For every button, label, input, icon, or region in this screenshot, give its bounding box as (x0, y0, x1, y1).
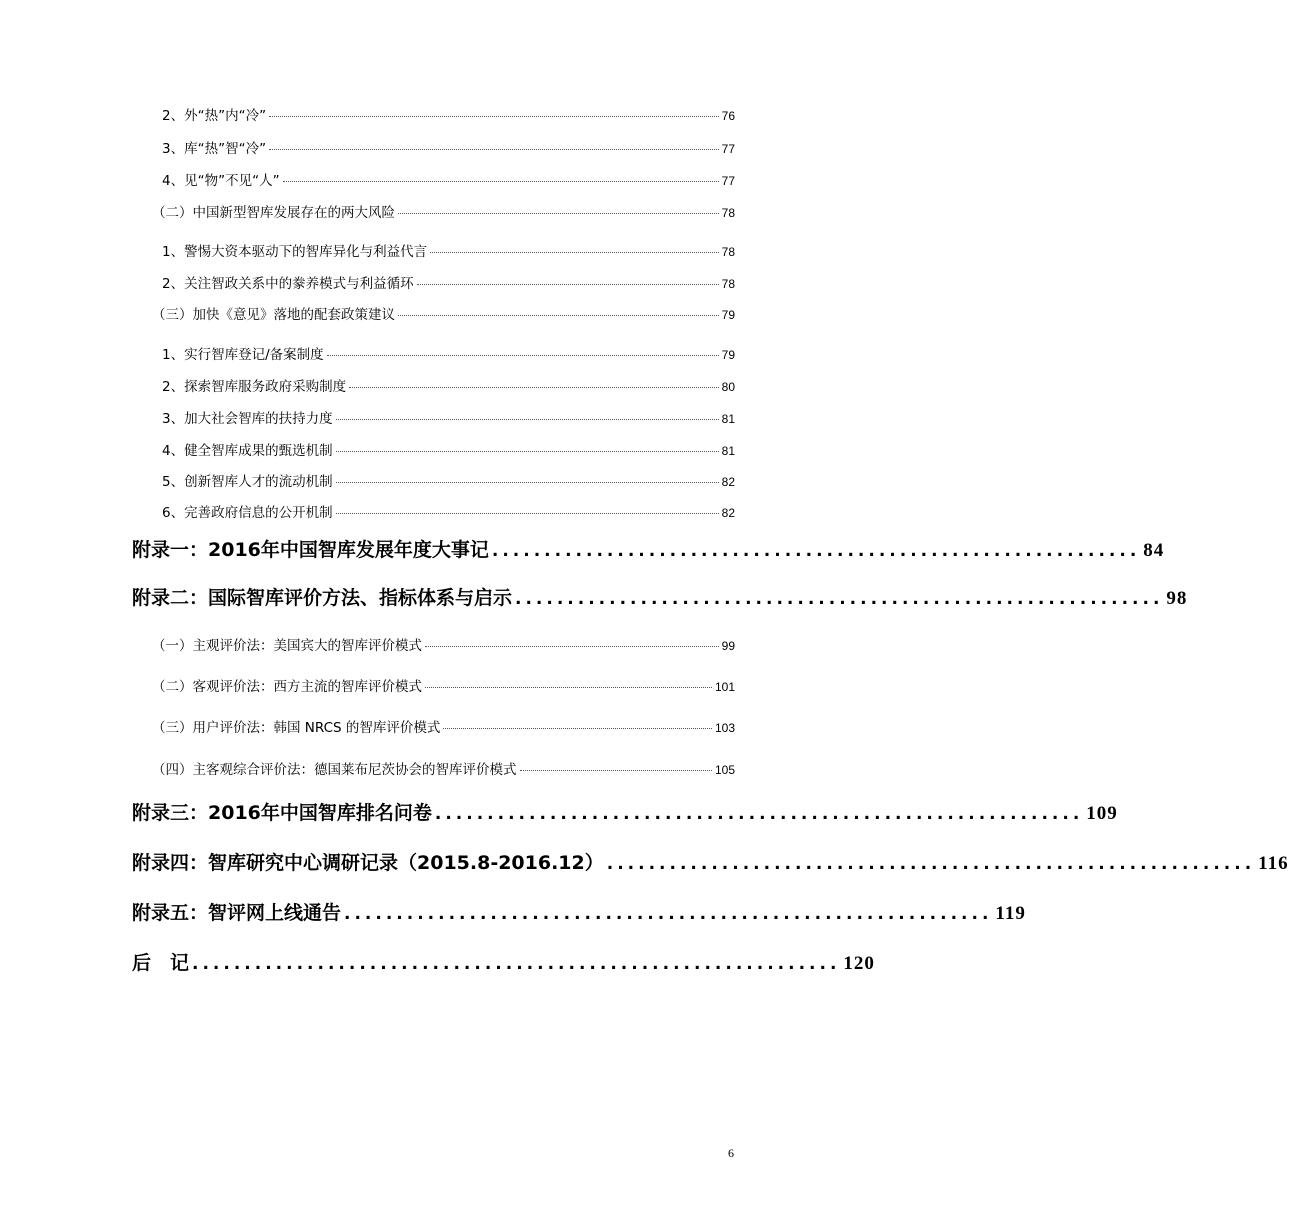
dot-leader (349, 387, 719, 388)
toc-entry-page: 77 (721, 142, 735, 156)
dot-leader (425, 646, 719, 647)
toc-entry-title: 附录一：2016年中国智库发展年度大事记 (132, 539, 489, 561)
dot-leader (336, 513, 719, 514)
toc-entry[interactable] (162, 104, 735, 124)
toc-entry[interactable] (152, 634, 735, 654)
toc-entry[interactable] (152, 758, 735, 778)
toc-entry[interactable] (132, 948, 875, 975)
dot-leader (327, 355, 719, 356)
toc-entry[interactable] (152, 716, 735, 736)
toc-entry-title: （二）客观评价法：西方主流的智库评价模式 (152, 679, 422, 695)
toc-entry[interactable] (152, 675, 735, 695)
toc-entry-page: 81 (721, 444, 735, 458)
toc-entry-title: 1、警惕大资本驱动下的智库异化与利益代言 (162, 244, 428, 260)
toc-entry-title: 2、探索智库服务政府采购制度 (162, 379, 347, 395)
toc-entry-title: （三）用户评价法：韩国 NRCS 的智库评价模式 (152, 720, 441, 736)
toc-entry-title: 后 记 (132, 952, 190, 974)
toc-entry-page: 79 (721, 348, 735, 362)
toc-entry-title: 4、健全智库成果的甄选机制 (162, 443, 333, 459)
dot-leader (336, 419, 719, 420)
toc-entry-title: 3、加大社会智库的扶持力度 (162, 411, 333, 427)
toc-entry-title: 3、库“热”智“冷” (162, 141, 267, 157)
dot-leader: .............................................................. (344, 904, 993, 924)
dot-leader: .............................................................. (606, 854, 1256, 874)
toc-entry-title: 2、外“热”内“冷” (162, 108, 267, 124)
toc-entry-title: 1、实行智库登记/备案制度 (162, 347, 324, 363)
dot-leader: .............................................................. (515, 589, 1164, 609)
toc-entry-page: 119 (995, 903, 1026, 924)
toc-entry-page: 82 (721, 475, 735, 489)
toc-entry[interactable] (162, 439, 735, 459)
toc-entry[interactable] (162, 240, 735, 260)
toc-entry-page: 116 (1258, 853, 1289, 874)
toc-entry-page: 78 (721, 245, 735, 259)
toc-entry[interactable] (162, 407, 735, 427)
toc-entry[interactable] (162, 375, 735, 395)
dot-leader (398, 315, 719, 316)
toc-entry-page: 81 (721, 412, 735, 426)
toc-entry-page: 80 (721, 380, 735, 394)
dot-leader (443, 728, 712, 729)
toc-entry-title: 2、关注智政关系中的豢养模式与利益循环 (162, 276, 414, 292)
dot-leader (417, 284, 719, 285)
toc-entry[interactable] (162, 501, 735, 521)
toc-entry-page: 78 (721, 206, 735, 220)
toc-entry-page: 78 (721, 277, 735, 291)
toc-entry-title: （二）中国新型智库发展存在的两大风险 (152, 205, 395, 221)
page-number: 6 (728, 1146, 734, 1160)
toc-entry[interactable] (162, 169, 735, 189)
toc-entry-title: （一）主观评价法：美国宾大的智库评价模式 (152, 638, 422, 654)
dot-leader (336, 482, 719, 483)
toc-entry-title: 附录三：2016年中国智库排名问卷 (132, 802, 432, 824)
dot-leader (269, 116, 719, 117)
dot-leader (520, 770, 712, 771)
dot-leader (430, 252, 719, 253)
toc-entry-page: 76 (721, 109, 735, 123)
toc-entry-page: 77 (721, 174, 735, 188)
toc-entry[interactable] (162, 272, 735, 292)
dot-leader (425, 687, 712, 688)
toc-entry[interactable] (162, 343, 735, 363)
dot-leader (336, 451, 719, 452)
toc-entry-page: 98 (1166, 588, 1188, 609)
toc-entry-title: 4、见“物”不见“人” (162, 173, 280, 189)
toc-entry-page: 109 (1086, 803, 1118, 824)
toc-entry-page: 105 (714, 763, 735, 777)
toc-entry-page: 84 (1143, 540, 1165, 561)
toc-entry-title: （三）加快《意见》落地的配套政策建议 (152, 307, 395, 323)
toc-entry-title: 附录四：智库研究中心调研记录（2015.8-2016.12） (132, 852, 604, 874)
toc-entry-page: 101 (714, 680, 735, 694)
toc-entry[interactable] (162, 470, 735, 490)
toc-entry-title: 5、创新智库人才的流动机制 (162, 474, 333, 490)
toc-entry-title: 附录二：国际智库评价方法、指标体系与启示 (132, 587, 513, 609)
dot-leader (398, 213, 719, 214)
toc-entry-page: 82 (721, 506, 735, 520)
toc-entry-page: 103 (714, 721, 735, 735)
toc-entry-page: 79 (721, 308, 735, 322)
dot-leader: .............................................................. (192, 954, 841, 974)
toc-entry[interactable] (132, 535, 1165, 562)
toc-entry-title: 附录五：智评网上线通告 (132, 902, 342, 924)
dot-leader: .............................................................. (491, 541, 1141, 561)
toc-entry[interactable] (152, 201, 735, 221)
toc-entry-page: 120 (843, 953, 875, 974)
toc-entry[interactable] (132, 583, 1188, 610)
toc-entry[interactable] (132, 798, 1118, 825)
toc-entry-page: 99 (721, 639, 735, 653)
dot-leader (269, 149, 719, 150)
toc-entry-title: 6、完善政府信息的公开机制 (162, 505, 333, 521)
dot-leader: .............................................................. (434, 804, 1084, 824)
toc-entry[interactable] (132, 848, 1289, 875)
toc-entry[interactable] (152, 303, 735, 323)
dot-leader (283, 181, 719, 182)
toc-entry[interactable] (162, 137, 735, 157)
toc-entry-title: （四）主客观综合评价法：德国莱布尼茨协会的智库评价模式 (152, 762, 517, 778)
toc-entry[interactable] (132, 898, 1026, 925)
